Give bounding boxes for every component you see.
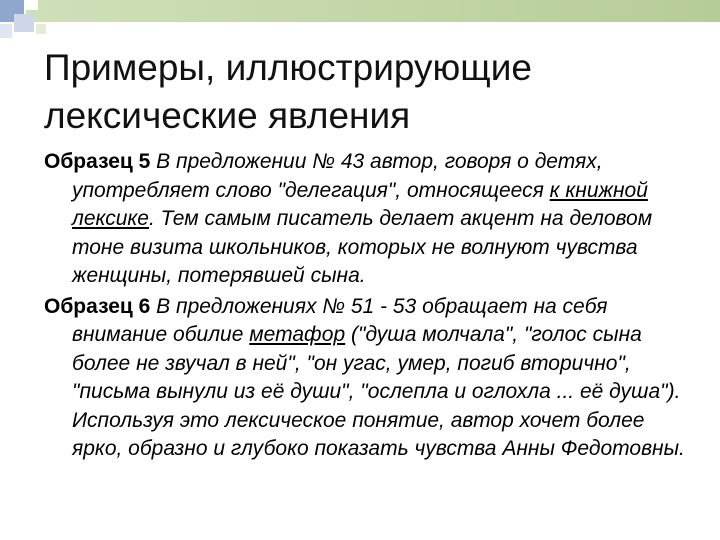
sample-label: Образец 6 (44, 294, 151, 318)
underlined-term: метафор (249, 323, 346, 346)
sample-text: . Тем самым писатель делает акцент на деловом тоне визита школьников, которых не волнуют чувства женщины, потерявшей сына. (72, 207, 653, 287)
sample-paragraph (44, 293, 694, 464)
sample-text: ("душа молчала", "голос сына более не звучал в ней", "он угас, умер, погиб вторично", "письма вынули из её души", "ослепла и оглохла ... её душа"). Используя это лексическое понятие, автор хочет более ярко, образно и глубоко показать чувства Анны Федотовны. (72, 323, 685, 460)
slide-content (44, 148, 694, 466)
deco-square (36, 24, 46, 34)
deco-square (14, 14, 34, 32)
sample-label: Образец 5 (44, 150, 151, 173)
sample-paragraph (44, 148, 694, 291)
header-bar (26, 0, 720, 22)
underlined-term: к книжной лексике (72, 178, 648, 230)
sample-text: В предложении № 43 автор, говоря о детях, употребляет слово "делегация", относящееся (72, 150, 603, 202)
deco-square (0, 24, 12, 38)
slide-title: Примеры, иллюстрирующие лексические явления (44, 47, 532, 136)
deco-square (26, 0, 38, 10)
sample-text: В предложениях № 51 - 53 обращает на себя внимание обилие (72, 294, 608, 346)
